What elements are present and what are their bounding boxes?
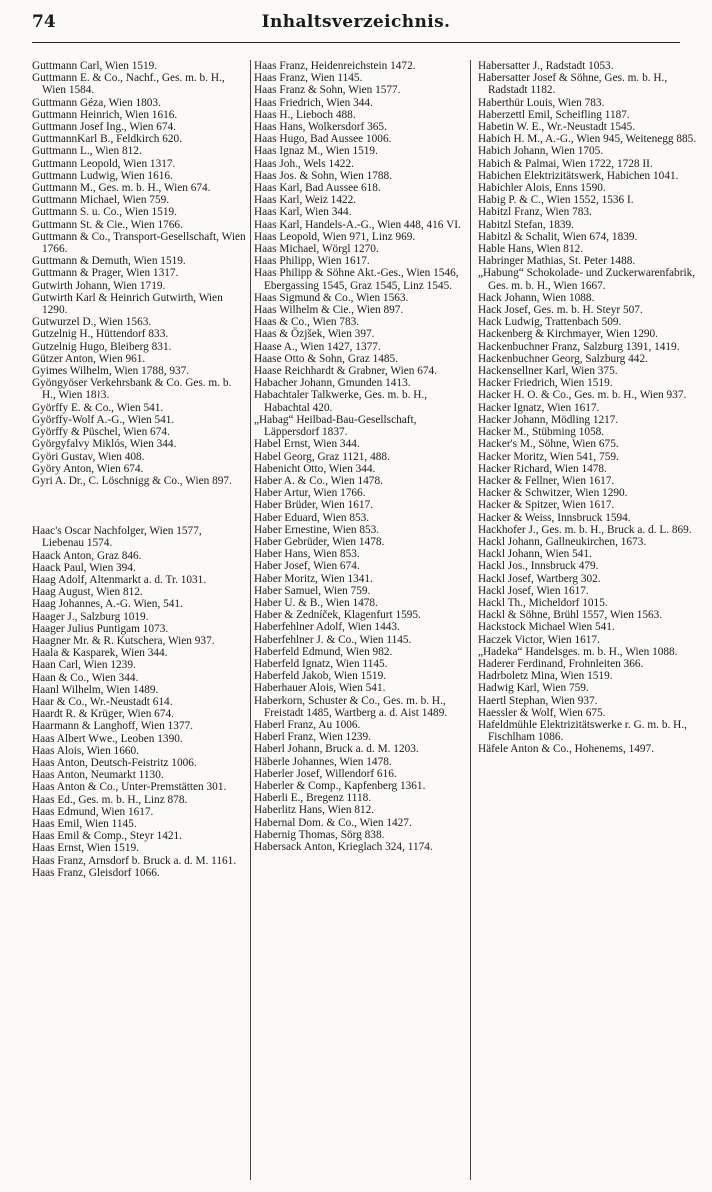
index-entry: Haag Johannes, A.-G. Wien, 541. (32, 598, 183, 611)
index-entry: Haack Anton, Graz 846. (32, 549, 142, 562)
index-entry: Hacker & Schwitzer, Wien 1290. (478, 487, 628, 500)
index-entry: Guttmann Michael, Wien 759. (32, 194, 170, 207)
index-entry: Haas Edmund, Wien 1617. (32, 805, 154, 818)
index-entry: Habringer Mathias, St. Peter 1488. (478, 255, 636, 268)
index-entry: Guttmann E. & Co., Nachf., Ges. m. b. H., Wien 1584. (32, 72, 225, 97)
index-entry: Haase A., Wien 1427, 1377. (254, 340, 381, 353)
index-entry: Haas Joh., Wels 1422. (254, 157, 354, 170)
index-entry: Haas Alois, Wien 1660. (32, 744, 139, 757)
index-entry: Haessler & Wolf, Wien 675. (478, 706, 606, 719)
index-entry: Haas Anton & Co., Unter-Premstätten 301. (32, 781, 227, 794)
index-entry: Habichen Elektrizitätswerk, Habichen 1041. (478, 169, 679, 182)
index-entry: Hacker Richard, Wien 1478. (478, 462, 607, 475)
index-entry: Haack Paul, Wien 394. (32, 561, 136, 574)
index-entry: Hackensellner Karl, Wien 375. (478, 365, 618, 378)
index-entry: Haber & Zedníček, Klagenfurt 1595. (254, 609, 421, 622)
index-entry: Guttmann & Co., Transport-Gesellschaft, Wien 1766. (32, 230, 246, 256)
index-entry: Guttmann Ludwig, Wien 1616. (32, 169, 173, 182)
index-entry: Haber Eduard, Wien 853. (254, 511, 370, 524)
index-entry: Gyöngyöser Verkehrsbank & Co. Ges. m. b. H., Wien 18≀3. (32, 377, 232, 402)
index-entry: Haan & Co., Wien 344. (32, 671, 139, 684)
index-entry: Haderer Ferdinand, Frohnleiten 366. (478, 657, 644, 670)
index-entry: Haar & Co., Wr.-Neustadt 614. (32, 695, 173, 708)
index-entry: Haac's Oscar Nachfolger, Wien 1577, Liebenau 1574. (32, 525, 202, 550)
index-entry: Habernal Dom. & Co., Wien 1427. (254, 816, 412, 829)
index-entry: Habernig Thomas, Sörg 838. (254, 828, 385, 841)
index-entry: Haberlitz Hans, Wien 812. (254, 804, 375, 817)
index-entry: Guttmann L., Wien 812. (32, 145, 142, 158)
index-entry: Haase Otto & Sohn, Graz 1485. (254, 352, 399, 365)
index-column-2 (254, 60, 468, 1180)
index-entry: Hacker M., Stübming 1058. (478, 426, 605, 439)
index-entry: Habersatter Josef & Söhne, Ges. m. b. H., Radstadt 1182. (478, 72, 668, 97)
index-entry: Haberfehlner J. & Co., Wien 1145. (254, 633, 412, 646)
index-entry: Haanl Wilhelm, Wien 1489. (32, 683, 159, 696)
index-entry: Guttmann & Demuth, Wien 1519. (32, 255, 186, 268)
index-entry: Gutzelnig Hugo, Bleiberg 831. (32, 340, 172, 353)
index-entry: Gyimes Wilhelm, Wien 1788, 937. (32, 365, 190, 378)
index-entry: Gutwirth Johann, Wien 1719. (32, 279, 166, 292)
index-entry: Haase Reichhardt & Grabner, Wien 674. (254, 365, 438, 378)
index-entry: Haas Franz, Arnsdorf b. Bruck a. d. M. 1161. (32, 854, 237, 867)
index-entry: Häfele Anton & Co., Hohenems, 1497. (478, 743, 655, 756)
index-entry: „Habag“ Heilbad-Bau-Gesellschaft, Läppersdorf 1837. (254, 413, 417, 439)
index-entry: Haardt R. & Krüger, Wien 674. (32, 708, 174, 721)
index-entry: Haas & Özjšek, Wien 397. (254, 328, 375, 341)
index-entry: Guttmann Leopold, Wien 1317. (32, 157, 176, 170)
index-entry: Hacker & Weiss, Innsbruck 1594. (478, 511, 631, 524)
index-entry: Haber Gebrüder, Wien 1478. (254, 535, 385, 548)
index-entry: Habig P. & C., Wien 1552, 1536 I. (478, 194, 634, 207)
index-entry: Haber A. & Co., Wien 1478. (254, 474, 383, 487)
index-entry: Haas Wilhelm & Cie., Wien 897. (254, 304, 404, 317)
index-entry: Haag Adolf, Altenmarkt a. d. Tr. 1031. (32, 573, 207, 586)
index-entry: Györy Anton, Wien 674. (32, 462, 144, 475)
index-entry: Haas Franz & Sohn, Wien 1577. (254, 84, 401, 97)
index-entry: Hacker Moritz, Wien 541, 759. (478, 450, 619, 463)
index-entry: Hackstock Michael Wien 541. (478, 621, 615, 634)
index-entry: Gutzelnig H., Hüttendorf 833. (32, 328, 169, 341)
index-entry: Hacker Friedrich, Wien 1519. (478, 377, 613, 390)
index-entry: Haber Josef, Wien 674. (254, 560, 360, 573)
index-entry: Haberfehlner Adolf, Wien 1443. (254, 621, 400, 634)
index-entry: Haberl Johann, Bruck a. d. M. 1203. (254, 743, 419, 756)
index-entry: Haas Anton, Neumarkt 1130. (32, 769, 164, 782)
index-entry: Haas Karl, Bad Aussee 618. (254, 182, 381, 195)
index-entry: „Hadeka“ Handelsges. m. b. H., Wien 1088. (478, 645, 678, 658)
index-entry: Haberfeld Jakob, Wien 1519. (254, 670, 387, 683)
index-entry: Habichler Alois, Enns 1590. (478, 182, 606, 195)
index-entry: Guttmann M., Ges. m. b. H., Wien 674. (32, 182, 211, 195)
index-entry: Györffy E. & Co., Wien 541. (32, 401, 164, 414)
index-entry: Haas Franz, Heidenreichstein 1472. (254, 60, 416, 72)
index-entry: Haberli E., Bregenz 1118. (254, 792, 372, 805)
index-entry: Haas Albert Wwe., Leoben 1390. (32, 732, 183, 745)
index-entry: Hacker H. O. & Co., Ges. m. b. H., Wien 937. (478, 389, 687, 402)
index-entry: Haas Anton, Deutsch-Feistritz 1006. (32, 756, 197, 769)
index-entry: Habenicht Otto, Wien 344. (254, 462, 376, 475)
index-entry: Haas Karl, Wien 344. (254, 206, 352, 219)
index-entry: Habersack Anton, Krieglach 324, 1174. (254, 841, 433, 853)
index-entry: Gutwirth Karl & Heinrich Gutwirth, Wien 1290. (32, 291, 223, 317)
index-entry: Habich Johann, Wien 1705. (478, 145, 604, 158)
page-title: Inhaltsverzeichnis. (261, 12, 451, 32)
index-entry: Haas Franz, Gleisdorf 1066. (32, 866, 160, 879)
index-entry: Habetin W. E., Wr.-Neustadt 1545. (478, 121, 636, 134)
index-entry: Haberfeld Edmund, Wien 982. (254, 645, 393, 658)
index-entry: Haag August, Wien 812. (32, 586, 143, 599)
index-entry: Haberkorn, Schuster & Co., Ges. m. b. H., Freistadt 1485, Wartberg a. d. Aist 1489. (254, 694, 448, 719)
index-entry: Haberler & Comp., Kapfenberg 1361. (254, 779, 426, 792)
index-entry: Haarmann & Langhoff, Wien 1377. (32, 720, 194, 733)
index-entry: Habich H. M., A.-G., Wien 945, Weitenegg 885. (478, 133, 697, 146)
index-entry: „Habung“ Schokolade- und Zuckerwarenfabrik, Ges. m. b. H., Wien 1667. (478, 267, 696, 292)
index-entry: Haczek Victor, Wien 1617. (478, 633, 600, 646)
index-entry: Hackl Johann, Wien 541. (478, 548, 592, 561)
index-entry: Haber Brüder, Wien 1617. (254, 499, 374, 512)
index-entry: Hackhofer J., Ges. m. b. H., Bruck a. d. L. 869. (478, 523, 692, 536)
index-entry: Haber Samuel, Wien 759. (254, 584, 371, 597)
index-entry: Guttmann Heinrich, Wien 1616. (32, 108, 178, 121)
index-entry: Haager J., Salzburg 1019. (32, 610, 149, 623)
index-entry: Guttmann Josef Ing., Wien 674. (32, 121, 176, 134)
index-entry: Györgyfalvy Miklós, Wien 344. (32, 438, 177, 451)
page-header (32, 12, 680, 36)
index-entry: Haas Ignaz M., Wien 1519. (254, 145, 378, 158)
index-entry: Haager Julius Puntigam 1073. (32, 622, 169, 635)
index-entry: Haberler Josef, Willendorf 616. (254, 767, 397, 780)
index-entry: Habel Georg, Graz 1121, 488. (254, 450, 390, 463)
index-column-1 (32, 60, 246, 1180)
index-entry: Hacker Ignatz, Wien 1617. (478, 401, 600, 414)
index-entry: Habitzl & Schalit, Wien 674, 1839. (478, 230, 638, 243)
index-entry: Hackl & Söhne, Brühl 1557, Wien 1563. (478, 609, 663, 622)
page-number: 74 (32, 12, 56, 32)
index-entry: Haber Artur, Wien 1766. (254, 487, 366, 500)
index-entry: Haberthür Louis, Wien 783. (478, 96, 605, 109)
index-entry: Haala & Kasparek, Wien 344. (32, 647, 168, 660)
section-gap (32, 487, 246, 525)
index-entry: Haas Michael, Wörgl 1270. (254, 243, 379, 256)
index-entry: Haas Franz, Wien 1145. (254, 72, 363, 85)
index-entry: Hadwig Karl, Wien 759. (478, 682, 589, 695)
index-columns (32, 60, 704, 1180)
index-entry: Haber Hans, Wien 853. (254, 548, 360, 561)
index-entry: Haberhauer Alois, Wien 541. (254, 682, 386, 695)
index-entry: Guttmann Géza, Wien 1803. (32, 96, 161, 109)
index-entry: GuttmannKarl B., Feldkirch 620. (32, 133, 182, 146)
index-entry: Hack Ludwig, Trattenbach 509. (478, 316, 622, 329)
index-entry: Hacker & Fellner, Wien 1617. (478, 474, 615, 487)
index-entry: Hacker Johann, Mödling 1217. (478, 413, 619, 426)
index-entry: Haas Jos. & Sohn, Wien 1788. (254, 169, 393, 182)
index-entry: Haberl Franz, Wien 1239. (254, 731, 371, 744)
index-entry: Hacker's M., Söhne, Wien 675. (478, 438, 619, 451)
index-entry: Gutwurzel D., Wien 1563. (32, 316, 152, 329)
index-entry: Haertl Stephan, Wien 937. (478, 694, 598, 707)
index-entry: Györffy-Wolf A.-G., Wien 541. (32, 413, 175, 426)
index-entry: Haber U. & B., Wien 1478. (254, 596, 378, 609)
index-entry: Guttmann S. u. Co., Wien 1519. (32, 206, 177, 219)
index-entry: Haas Sigmund & Co., Wien 1563. (254, 291, 409, 304)
index-entry: Haas Emil, Wien 1145. (32, 817, 137, 830)
index-entry: Hackenbuchner Georg, Salzburg 442. (478, 352, 648, 365)
index-entry: Haas Hugo, Bad Aussee 1006. (254, 133, 392, 146)
index-entry: Haber Ernestine, Wien 853. (254, 523, 380, 536)
index-entry: Hackl Josef, Wartberg 302. (478, 572, 601, 585)
index-entry: Hackl Josef, Wien 1617. (478, 584, 589, 597)
index-entry: Gyri A. Dr., C. Löschnigg & Co., Wien 897. (32, 474, 232, 487)
index-entry: Habich & Palmai, Wien 1722, 1728 II. (478, 157, 653, 170)
header-rule (32, 42, 680, 43)
index-entry: Gützer Anton, Wien 961. (32, 352, 146, 365)
index-entry: Haberl Franz, Au 1006. (254, 718, 361, 731)
index-entry: Györffy & Püschel, Wien 674. (32, 426, 170, 439)
index-entry: Hackl Johann, Gallneukirchen, 1673. (478, 535, 647, 548)
index-entry: Häberle Johannes, Wien 1478. (254, 755, 392, 768)
index-entry: Haas Ernst, Wien 1519. (32, 842, 139, 855)
index-column-3 (478, 60, 704, 1180)
index-entry: Haan Carl, Wien 1239. (32, 659, 136, 672)
index-entry: Habachtaler Talkwerke, Ges. m. b. H., Habachtal 420. (254, 389, 428, 414)
index-entry: Haberfeld Ignatz, Wien 1145. (254, 657, 388, 670)
index-entry: Haas Karl, Weiz 1422. (254, 194, 357, 207)
index-entry: Haas H., Lieboch 488. (254, 108, 356, 121)
index-entry: Habersatter J., Radstadt 1053. (478, 60, 614, 72)
index-entry: Haas Leopold, Wien 971, Linz 969. (254, 230, 416, 243)
index-entry: Hackenbuchner Franz, Salzburg 1391, 1419. (478, 340, 680, 353)
index-entry: Haas Philipp & Söhne Akt.-Ges., Wien 1546, Ebergassing 1545, Graz 1545, Linz 1545. (254, 267, 459, 292)
index-entry: Haas Ed., Ges. m. b. H., Linz 878. (32, 793, 188, 806)
index-entry: Györi Gustav, Wien 408. (32, 450, 145, 463)
index-entry: Hadrboletz Mina, Wien 1519. (478, 670, 613, 683)
index-entry: Habacher Johann, Gmunden 1413. (254, 377, 411, 390)
index-entry: Haas & Co., Wien 783. (254, 316, 360, 329)
index-entry: Habel Ernst, Wien 344. (254, 438, 360, 451)
index-entry: Haberzettl Emil, Scheifling 1187. (478, 108, 630, 121)
index-entry: Haber Moritz, Wien 1341. (254, 572, 373, 585)
index-entry: Haas Hans, Wolkersdorf 365. (254, 121, 387, 134)
index-entry: Haas Philipp, Wien 1617. (254, 255, 370, 268)
index-entry: Haas Karl, Handels-A.-G., Wien 448, 416 VI. (254, 218, 461, 231)
index-entry: Haagner Mr. & R. Kutschera, Wien 937. (32, 634, 215, 647)
index-entry: Hack Josef, Ges. m. b. H. Steyr 507. (478, 304, 643, 317)
index-entry: Haas Friedrich, Wien 344. (254, 96, 373, 109)
index-entry: Guttmann Carl, Wien 1519. (32, 60, 158, 72)
index-entry: Hackenberg & Kirchmayer, Wien 1290. (478, 328, 658, 341)
index-entry: Habitzl Stefan, 1839. (478, 218, 575, 231)
index-entry: Hack Johann, Wien 1088. (478, 291, 595, 304)
index-entry: Hackl Jos., Innsbruck 479. (478, 560, 599, 573)
index-entry: Hackl Th., Micheldorf 1015. (478, 596, 608, 609)
index-entry: Guttmann St. & Cie., Wien 1766. (32, 218, 183, 231)
index-entry: Hafeldmühle Elektrizitätswerke r. G. m. b. H., Fischlham 1086. (478, 718, 687, 744)
index-entry: Habitzl Franz, Wien 783. (478, 206, 592, 219)
index-entry: Hable Hans, Wien 812. (478, 243, 584, 256)
index-entry: Guttmann & Prager, Wien 1317. (32, 267, 179, 280)
index-entry: Haas Emil & Comp., Steyr 1421. (32, 830, 182, 843)
index-entry: Hacker & Spitzer, Wien 1617. (478, 499, 615, 512)
